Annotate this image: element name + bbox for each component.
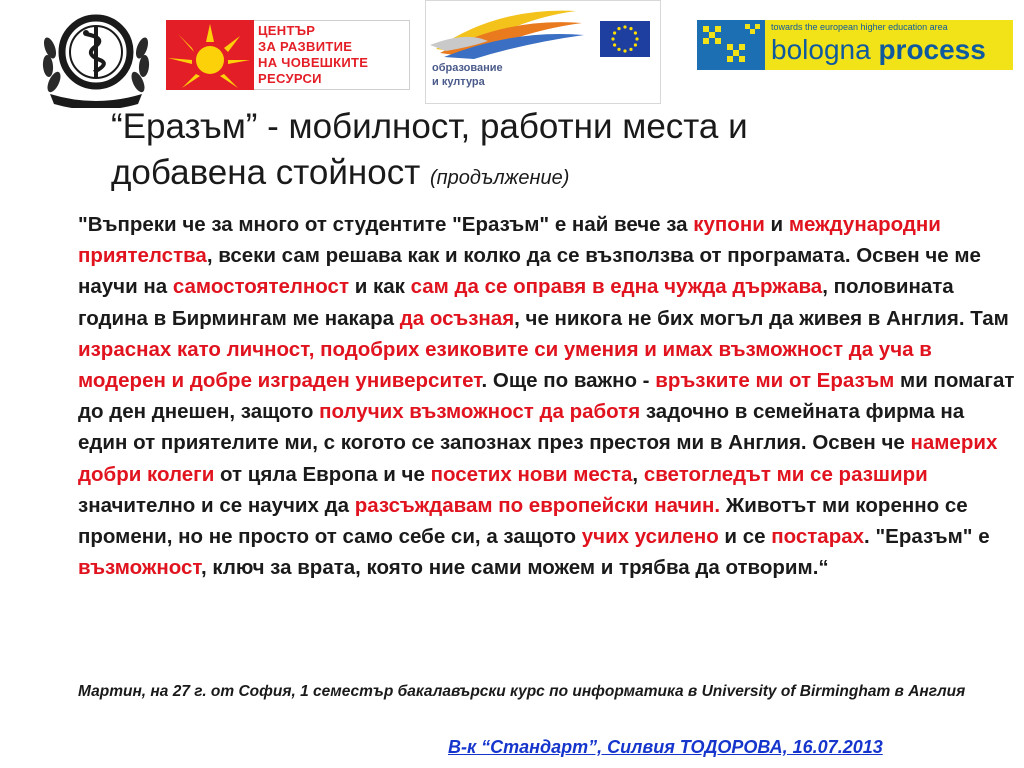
title-subtitle: (продължение) bbox=[430, 167, 570, 189]
quote-text: Животът ми коренно се промени, но не просто от само себе си, а защото bbox=[78, 493, 968, 549]
quote-highlight: самостоятелност bbox=[172, 275, 349, 299]
quote-highlight: купони bbox=[693, 213, 765, 236]
bologna-word-2: process bbox=[878, 34, 986, 65]
quote-text: и как bbox=[349, 275, 411, 299]
testimonial-quote bbox=[78, 209, 1018, 583]
quote-text: "Въпреки че за много от студентите "Еразъм" е най вече за bbox=[78, 213, 694, 236]
quote-text: и се bbox=[718, 525, 772, 549]
title-line-2: добавена стойност bbox=[111, 153, 421, 192]
bologna-wordmark bbox=[771, 34, 986, 66]
quote-highlight: получих възможност да работя bbox=[319, 400, 641, 424]
quote-text: от цяла Европа и че bbox=[214, 462, 431, 486]
quote-text: , всеки сам решава как и колко да се възползва от програмата. Освен че ме научи на bbox=[78, 244, 981, 299]
quote-highlight: учих усилено bbox=[581, 525, 719, 549]
bologna-word-1: bologna bbox=[771, 34, 871, 65]
quote-highlight: постарах bbox=[771, 525, 865, 549]
quote-text: , половината година в Бирмингам ме накара bbox=[78, 275, 954, 330]
eu-flag-icon bbox=[600, 21, 650, 57]
quote-text: значително и се научих да bbox=[78, 493, 355, 517]
quote-text: ми помагат до ден днешен, защото bbox=[78, 369, 1015, 424]
bologna-tagline: towards the european higher education area bbox=[771, 22, 948, 32]
bologna-crosses-icon bbox=[697, 20, 765, 70]
quote-text: . "Еразъм" е bbox=[864, 525, 990, 549]
sun-icon bbox=[166, 20, 254, 90]
quote-text: , че никога не бих могъл да живея в Англия. Там bbox=[514, 306, 1009, 330]
hrdc-line-1: ЦЕНТЪР bbox=[258, 23, 316, 38]
quote-text: , bbox=[632, 462, 644, 486]
quote-highlight: връзките ми от Еразъм bbox=[655, 369, 895, 393]
quote-highlight: разсъждавам по европейски начин. bbox=[354, 493, 721, 517]
hrdc-line-4: РЕСУРСИ bbox=[258, 71, 322, 86]
eu-caption-line-1: образование bbox=[432, 62, 503, 74]
source-link[interactable]: В-к “Стандарт”, Силвия ТОДОРОВА, 16.07.2013 bbox=[448, 737, 883, 757]
quote-text: . Още по важно - bbox=[481, 369, 656, 393]
quote-highlight: възможност bbox=[78, 556, 201, 580]
quote-text: , ключ за врата, която ние сами можем и трябва да отворим.“ bbox=[200, 556, 829, 580]
quote-highlight: сам да се оправя в една чужда държава bbox=[410, 275, 823, 299]
logo-bar bbox=[0, 0, 1024, 110]
hrdc-line-3: НА ЧОВЕШКИТЕ bbox=[258, 55, 369, 70]
quote-highlight: международни приятелства bbox=[78, 213, 941, 268]
quote-highlight: намерих добри колеги bbox=[78, 431, 998, 486]
bologna-process-logo bbox=[697, 20, 1013, 70]
title-line-1: “Еразъм” - мобилност, работни места и bbox=[111, 107, 748, 146]
quote-highlight: да осъзная bbox=[399, 306, 515, 330]
slide-title bbox=[111, 104, 991, 201]
quote-text: задочно в семейната фирма на един от приятелите ми, с когото се запознах през престоя ми в Англия. Освен че bbox=[78, 400, 965, 455]
hrdc-logo bbox=[166, 20, 410, 90]
quote-text: и bbox=[764, 213, 789, 236]
university-seal-logo bbox=[40, 8, 152, 108]
quote-highlight: светогледът ми се разшири bbox=[643, 462, 928, 486]
eu-caption-line-2: и култура bbox=[432, 76, 485, 88]
title-line-2-wrap bbox=[111, 150, 991, 201]
testimonial-attribution: Мартин, на 27 г. от София, 1 семестър бакалавърски курс по информатика в University of Birmingham в Англия bbox=[78, 683, 966, 700]
eu-education-culture-logo bbox=[425, 0, 661, 104]
hrdc-line-2: ЗА РАЗВИТИЕ bbox=[258, 39, 353, 54]
quote-highlight: посетих нови места bbox=[430, 462, 633, 486]
quote-highlight: израснах като личност, подобрих езиковите си умения и имах възможност да уча в модерен и добре изграден университет bbox=[78, 337, 932, 393]
